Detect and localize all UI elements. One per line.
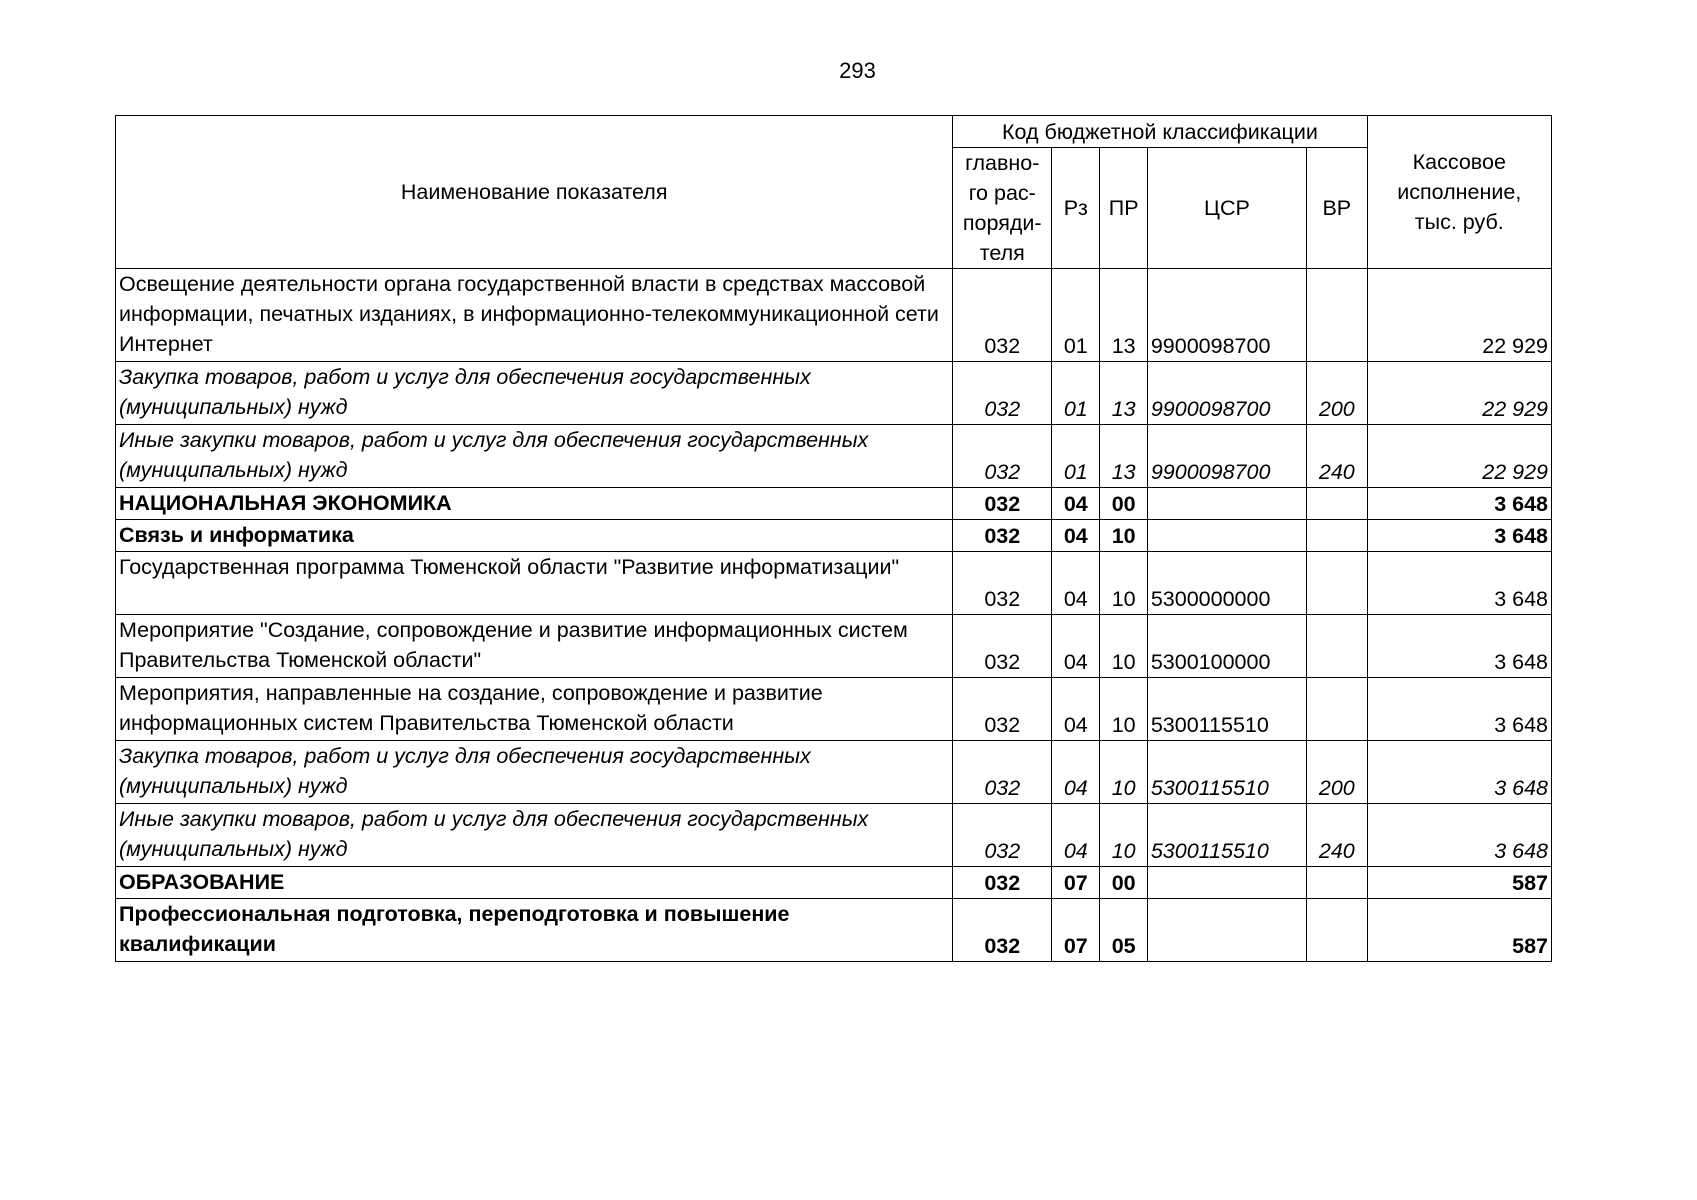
row-csr: 5300100000 — [1147, 615, 1306, 678]
row-pr: 00 — [1100, 488, 1147, 520]
row-pr: 10 — [1100, 804, 1147, 867]
row-csr: 5300000000 — [1147, 552, 1306, 615]
header-grbs-line: теля — [979, 241, 1025, 265]
row-pr: 00 — [1100, 867, 1147, 899]
table-row — [116, 899, 1552, 962]
row-pr: 05 — [1100, 899, 1147, 962]
header-name: Наименование показателя — [116, 116, 953, 269]
row-grbs: 032 — [953, 678, 1052, 741]
row-vr — [1307, 488, 1368, 520]
row-vr — [1307, 269, 1368, 362]
row-rz: 01 — [1052, 269, 1100, 362]
budget-execution-table — [115, 115, 1552, 962]
header-rz: Рз — [1052, 148, 1100, 269]
row-pr: 13 — [1100, 425, 1147, 488]
row-csr: 5300115510 — [1147, 678, 1306, 741]
header-grbs-line: го рас- — [968, 181, 1036, 205]
row-grbs: 032 — [953, 269, 1052, 362]
row-name: Профессиональная подготовка, переподготовка и повышение квалификации — [116, 899, 953, 962]
table-row — [116, 804, 1552, 867]
header-amount-line: Кассовое — [1412, 150, 1506, 174]
table-row — [116, 362, 1552, 425]
table-body — [116, 269, 1552, 962]
row-grbs: 032 — [953, 488, 1052, 520]
header-grbs-line: поряди- — [962, 211, 1042, 235]
row-rz: 04 — [1052, 804, 1100, 867]
row-vr — [1307, 899, 1368, 962]
row-pr: 10 — [1100, 678, 1147, 741]
row-grbs: 032 — [953, 615, 1052, 678]
page-number: 293 — [839, 58, 876, 83]
row-csr: 5300115510 — [1147, 741, 1306, 804]
row-pr: 10 — [1100, 552, 1147, 615]
row-pr: 13 — [1100, 269, 1147, 362]
row-amount: 3 648 — [1367, 520, 1551, 552]
row-csr — [1147, 520, 1306, 552]
table-row — [116, 615, 1552, 678]
row-grbs: 032 — [953, 899, 1052, 962]
row-rz: 04 — [1052, 488, 1100, 520]
row-rz: 04 — [1052, 678, 1100, 741]
row-rz: 01 — [1052, 362, 1100, 425]
row-rz: 04 — [1052, 741, 1100, 804]
row-name: Иные закупки товаров, работ и услуг для обеспечения государственных (муниципальных) нужд — [116, 425, 953, 488]
row-rz: 07 — [1052, 867, 1100, 899]
table-row — [116, 425, 1552, 488]
row-name: Государственная программа Тюменской области "Развитие информатизации" — [116, 552, 953, 615]
row-amount: 22 929 — [1367, 362, 1551, 425]
row-amount: 3 648 — [1367, 741, 1551, 804]
row-vr: 240 — [1307, 804, 1368, 867]
header-vr: ВР — [1307, 148, 1368, 269]
row-vr: 200 — [1307, 741, 1368, 804]
row-rz: 04 — [1052, 520, 1100, 552]
row-csr: 9900098700 — [1147, 362, 1306, 425]
row-pr: 10 — [1100, 741, 1147, 804]
row-vr: 200 — [1307, 362, 1368, 425]
row-amount: 3 648 — [1367, 678, 1551, 741]
row-amount: 587 — [1367, 899, 1551, 962]
header-amount-line: исполнение, — [1397, 180, 1522, 204]
header-classification: Код бюджетной классификации — [953, 116, 1367, 148]
row-vr — [1307, 615, 1368, 678]
row-name: Закупка товаров, работ и услуг для обеспечения государственных (муниципальных) нужд — [116, 741, 953, 804]
header-pr: ПР — [1100, 148, 1147, 269]
table-row — [116, 741, 1552, 804]
row-vr — [1307, 520, 1368, 552]
table-row — [116, 678, 1552, 741]
row-grbs: 032 — [953, 804, 1052, 867]
row-rz: 01 — [1052, 425, 1100, 488]
header-amount — [1367, 116, 1551, 269]
row-amount: 3 648 — [1367, 804, 1551, 867]
row-csr — [1147, 899, 1306, 962]
row-name: Мероприятия, направленные на создание, сопровождение и развитие информационных систем Правительства Тюменской области — [116, 678, 953, 741]
row-pr: 10 — [1100, 615, 1147, 678]
row-name: Связь и информатика — [116, 520, 953, 552]
table-row — [116, 269, 1552, 362]
row-rz: 04 — [1052, 552, 1100, 615]
row-vr — [1307, 678, 1368, 741]
row-grbs: 032 — [953, 552, 1052, 615]
row-csr: 9900098700 — [1147, 269, 1306, 362]
row-name: Иные закупки товаров, работ и услуг для обеспечения государственных (муниципальных) нужд — [116, 804, 953, 867]
row-amount: 3 648 — [1367, 615, 1551, 678]
row-grbs: 032 — [953, 867, 1052, 899]
header-amount-line: тыс. руб. — [1414, 210, 1504, 234]
row-amount: 22 929 — [1367, 269, 1551, 362]
row-grbs: 032 — [953, 741, 1052, 804]
row-pr: 13 — [1100, 362, 1147, 425]
row-csr: 9900098700 — [1147, 425, 1306, 488]
row-rz: 04 — [1052, 615, 1100, 678]
table-row — [116, 552, 1552, 615]
row-csr — [1147, 867, 1306, 899]
row-grbs: 032 — [953, 520, 1052, 552]
row-vr — [1307, 867, 1368, 899]
row-csr — [1147, 488, 1306, 520]
row-rz: 07 — [1052, 899, 1100, 962]
row-pr: 10 — [1100, 520, 1147, 552]
row-name: Освещение деятельности органа государственной власти в средствах массовой информации, печатных изданиях, в информационно-телекоммуникационной сети Интернет — [116, 269, 953, 362]
row-grbs: 032 — [953, 362, 1052, 425]
row-amount: 22 929 — [1367, 425, 1551, 488]
header-grbs-line: главно- — [965, 151, 1040, 175]
row-name: ОБРАЗОВАНИЕ — [116, 867, 953, 899]
row-name: Закупка товаров, работ и услуг для обеспечения государственных (муниципальных) нужд — [116, 362, 953, 425]
header-grbs — [953, 148, 1052, 269]
row-vr: 240 — [1307, 425, 1368, 488]
row-vr — [1307, 552, 1368, 615]
header-csr: ЦСР — [1147, 148, 1306, 269]
table-row — [116, 867, 1552, 899]
row-csr: 5300115510 — [1147, 804, 1306, 867]
row-name: НАЦИОНАЛЬНАЯ ЭКОНОМИКА — [116, 488, 953, 520]
row-grbs: 032 — [953, 425, 1052, 488]
row-amount: 3 648 — [1367, 552, 1551, 615]
row-name: Мероприятие "Создание, сопровождение и развитие информационных систем Правительства Тюменской области" — [116, 615, 953, 678]
row-amount: 3 648 — [1367, 488, 1551, 520]
table-row — [116, 488, 1552, 520]
table-row — [116, 520, 1552, 552]
row-amount: 587 — [1367, 867, 1551, 899]
